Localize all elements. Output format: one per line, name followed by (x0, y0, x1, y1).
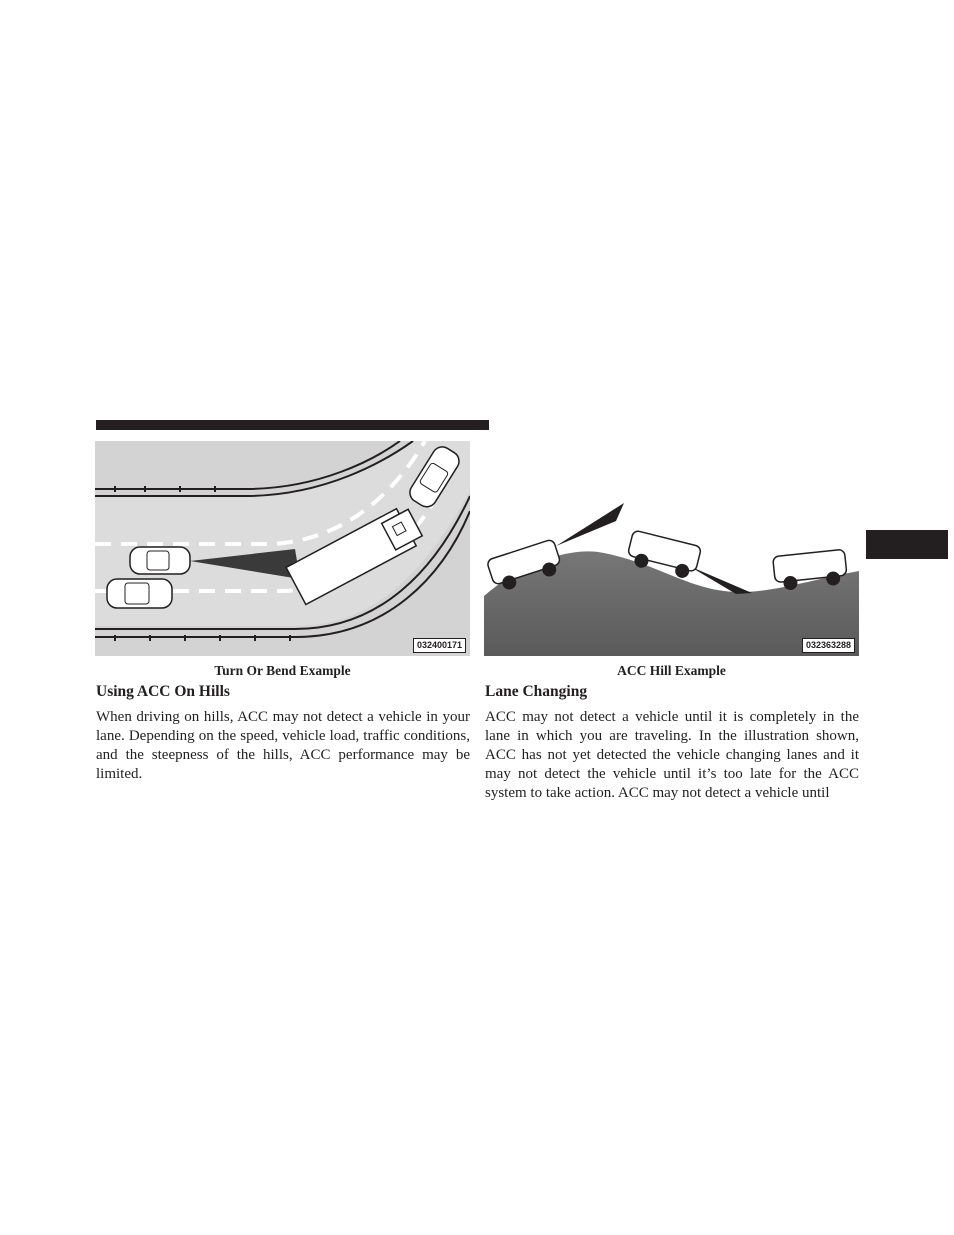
section-heading-hills: Using ACC On Hills (96, 683, 230, 700)
hills-paragraph: When driving on hills, ACC may not detect a vehicle in your lane. Depending on the speed, vehicle load, traffic conditions, and the steepness of the hills, ACC performance may be limited. (96, 709, 470, 782)
figure-caption-turn: Turn Or Bend Example (214, 663, 351, 678)
header-rule (96, 420, 489, 430)
figure-id: 032363288 (802, 638, 855, 653)
figure-id: 032400171 (413, 638, 466, 653)
turn-or-bend-illustration (95, 441, 470, 656)
section-heading-lane-changing: Lane Changing (485, 683, 588, 700)
acc-hill-illustration (484, 441, 859, 656)
lane-changing-paragraph: ACC may not detect a vehicle until it is completely in the lane in which you are traveling. In the illustration shown, ACC has not yet detected the vehicle changing lanes and it may not detect the vehicle until it’s too late for the ACC system to take action. ACC may not detect a vehicle until (485, 709, 859, 801)
figure-caption-hill: ACC Hill Example (617, 663, 726, 678)
section-tab (866, 530, 948, 559)
